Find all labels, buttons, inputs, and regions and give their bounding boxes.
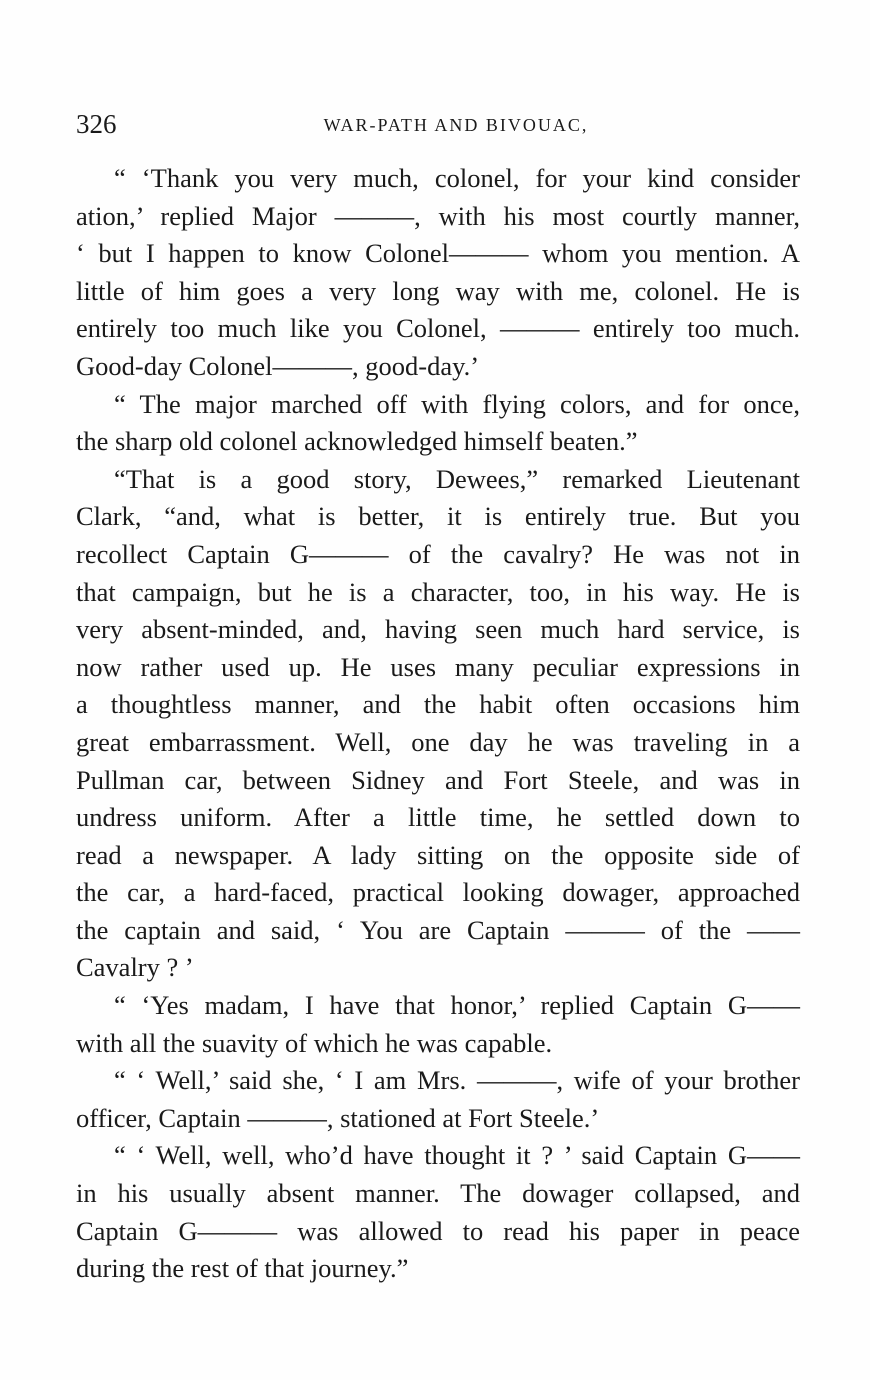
text-line: little of him goes a very long way with me, colonel. He is: [76, 275, 800, 306]
text-line: “ ‘Yes madam, I have that honor,’ replied Captain G——: [114, 990, 800, 1021]
paragraph: [76, 160, 800, 386]
text-line: in his usually absent manner. The dowager collapsed, and: [76, 1178, 800, 1209]
text-line: “ ‘ Well,’ said she, ‘ I am Mrs. ———, wife of your brother: [114, 1065, 800, 1096]
text-line: Good-day Colonel———, good-day.’: [76, 350, 480, 381]
text-line: with all the suavity of which he was capable.: [76, 1027, 553, 1058]
text-line: great embarrassment. Well, one day he was traveling in a: [76, 726, 800, 757]
text-line: Captain G——— was allowed to read his paper in peace: [76, 1215, 800, 1246]
text-line: “That is a good story, Dewees,” remarked Lieutenant: [114, 463, 800, 494]
text-line: the car, a hard-faced, practical looking dowager, approached: [76, 877, 800, 908]
text-line: read a newspaper. A lady sitting on the opposite side of: [76, 839, 800, 870]
page-header: [76, 104, 806, 144]
paragraph: [76, 461, 800, 987]
text-line: very absent-minded, and, having seen much hard service, is: [76, 614, 800, 645]
text-line: undress uniform. After a little time, he settled down to: [76, 802, 800, 833]
paragraph: [76, 386, 800, 461]
text-line: that campaign, but he is a character, too, in his way. He is: [76, 576, 800, 607]
paragraph: [76, 1062, 800, 1137]
text-line: ‘ but I happen to know Colonel——— whom you mention. A: [76, 238, 800, 269]
running-title: WAR-PATH AND BIVOUAC,: [323, 115, 589, 135]
text-line: now rather used up. He uses many peculiar expressions in: [76, 651, 800, 682]
text-line: Cavalry ? ’: [76, 952, 194, 983]
paragraph: [76, 1137, 800, 1287]
text-line: “ ‘ Well, well, who’d have thought it ? ’ said Captain G——: [114, 1140, 800, 1171]
text-line: a thoughtless manner, and the habit often occasions him: [76, 689, 800, 720]
page-number: 326: [76, 109, 117, 139]
text-line: Clark, “and, what is better, it is entirely true. But you: [76, 501, 800, 532]
text-line: entirely too much like you Colonel, ——— entirely too much.: [76, 313, 800, 344]
text-line: the captain and said, ‘ You are Captain ——— of the ——: [76, 914, 800, 945]
text-line: officer, Captain ———, stationed at Fort Steele.’: [76, 1102, 600, 1133]
text-line: Pullman car, between Sidney and Fort Steele, and was in: [76, 764, 800, 795]
body-text: [76, 160, 800, 1288]
paragraph: [76, 987, 800, 1062]
text-line: “ ‘Thank you very much, colonel, for your kind consider: [114, 163, 800, 193]
text-line: ation,’ replied Major ———, with his most courtly manner,: [76, 200, 800, 231]
text-line: “ The major marched off with flying colors, and for once,: [114, 388, 800, 419]
text-line: recollect Captain G——— of the cavalry? He was not in: [76, 538, 800, 569]
text-line: the sharp old colonel acknowledged himself beaten.”: [76, 426, 638, 457]
text-line: during the rest of that journey.”: [76, 1253, 409, 1284]
